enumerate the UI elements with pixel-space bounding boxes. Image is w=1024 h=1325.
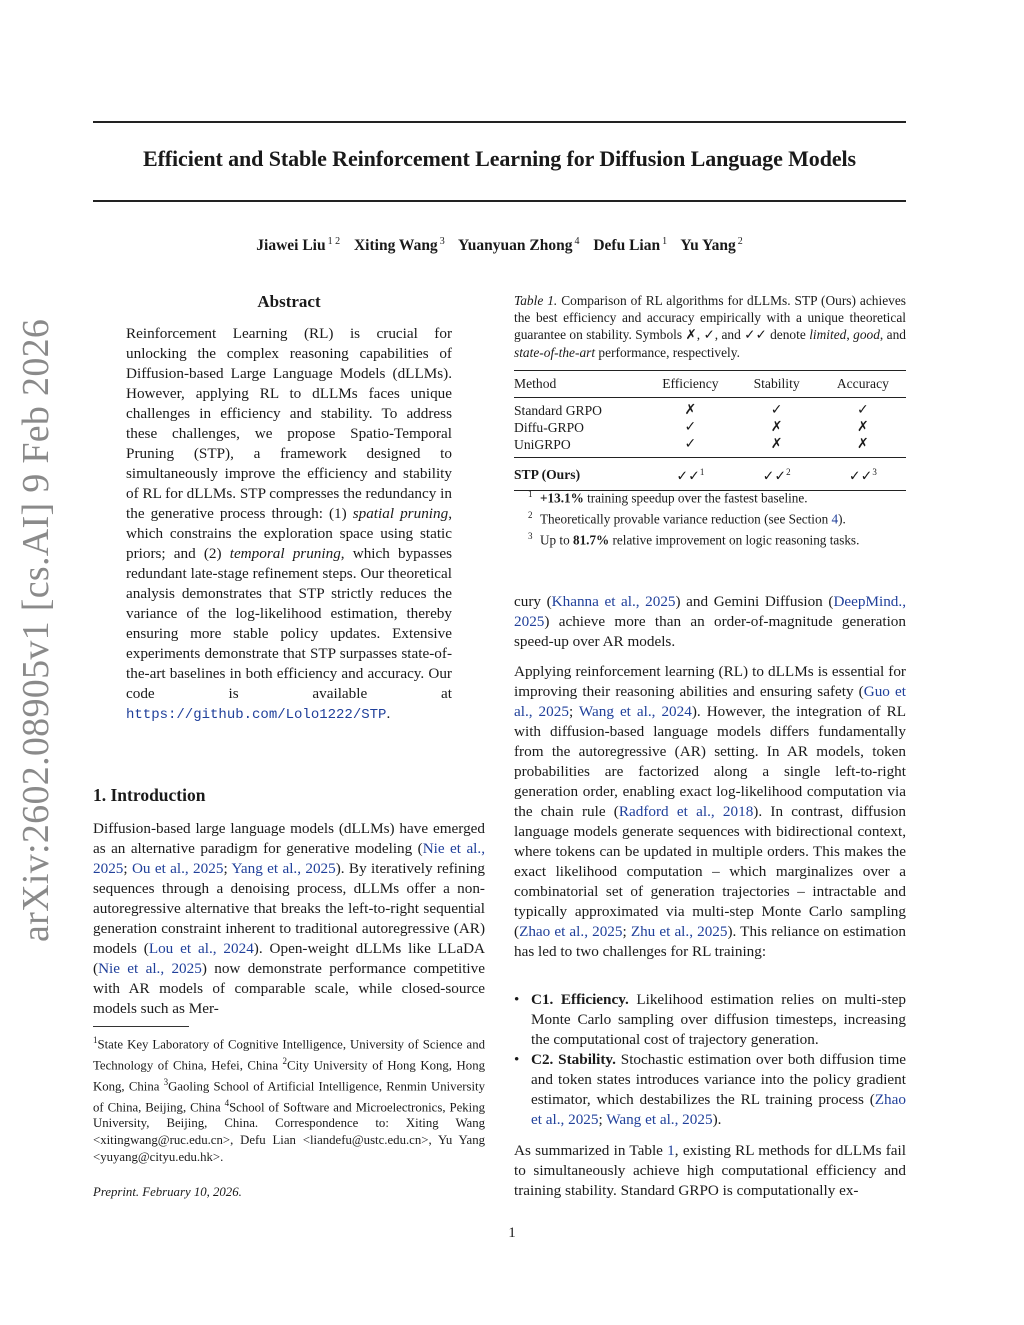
citation-link[interactable]: Zhao et al., 2025	[519, 923, 623, 940]
paper-title: Efficient and Stable Reinforcement Learning for Diffusion Language Models	[143, 146, 856, 171]
accuracy-cell: ✗	[857, 419, 869, 435]
section-ref-link[interactable]: 4	[831, 511, 839, 527]
citation-link[interactable]: Wang et al., 2024	[578, 703, 692, 720]
code-link[interactable]: https://github.com/Lolo1222/STP	[126, 707, 387, 723]
citation-link[interactable]: DeepMind., 2025	[514, 593, 906, 630]
intro-paragraph: Diffusion-based large language models (dLLMs) have emerged as an alternative paradigm for generative modeling (Nie et al., 2025; Ou et al., 2025; Yang et al., 2025). By iteratively refining sequences through a denoising process, dLLMs offer a non-autoregressive alternative that breaks the left-to-right sequential generation constraint inherent to traditional autoregressive (AR) models (Lou et al., 2024). Open-weight dLLMs like LLaDA (Nie et al., 2025) now demonstrate performance competitive with AR models of comparable scale, while closed-source models such as Mer-	[93, 820, 486, 1017]
column-header: Method	[514, 371, 647, 398]
bullet-icon: •	[514, 1051, 520, 1068]
column-header: Accuracy	[820, 371, 906, 398]
affiliation-footnote: $^1$State Key Laboratory of Cognitive Intelligence, University of Science and Technology of China, Hefei, China $^2$City University of Hong Kong, Hong Kong, China $^3$Gaoling School of Artificial Intelligence, Renmin University of China, Beijing, China $^4$School of Software and Microelectronics, Peking University, Beijing, China. Correspondence to: Xiting Wang <xitingwang@ruc.edu.cn>, Defu Lian <liandefu@ustc.edu.cn>, Yu Yang <yuyang@cityu.edu.hk>.	[93, 1035, 486, 1164]
citation-link[interactable]: Radford et al., 2018	[618, 803, 754, 820]
accuracy-cell: ✓✓$^3$	[820, 458, 906, 491]
column-header: Efficiency	[647, 371, 733, 398]
stability-cell: ✓	[770, 402, 783, 418]
abstract-heading: Abstract	[257, 292, 321, 311]
arxiv-identifier-stamp: arXiv:2602.08905v1 [cs.AI] 9 Feb 2026	[15, 318, 57, 942]
section-heading-introduction: 1. Introduction	[93, 785, 206, 805]
footnote-divider	[93, 1026, 189, 1027]
title-rule-top	[93, 121, 906, 123]
column-header: Stability	[734, 371, 820, 398]
table-caption: Table 1. Comparison of RL algorithms for dLLMs. STP (Ours) achieves the best efficiency and accuracy empirically with a unique theoretical guarantee on stability. Symbols ✗, ✓, and ✓✓ denote limited, good, and state-of-the-art performance, respectively.	[514, 293, 906, 360]
method-cell: Diffu-GRPO	[514, 420, 584, 435]
efficiency-cell: ✓✓$^1$	[647, 458, 733, 491]
citation-link[interactable]: Khanna et al., 2025	[551, 593, 676, 610]
bullet-icon: •	[514, 991, 520, 1008]
list-item: • C2. Stability. Stochastic estimation over both diffusion time and token states introduces variance into the policy gradient estimator, which destabilizes the RL training process (Zhao et al., 2025; Wang et al., 2025).	[514, 1051, 906, 1128]
citation-link[interactable]: Nie et al., 2025	[98, 960, 202, 977]
author: Jiawei Liu $^{1 2}$	[256, 236, 341, 255]
method-cell: STP (Ours)	[514, 458, 647, 491]
citation-link[interactable]: Zhao et al., 2025	[531, 1091, 906, 1128]
table-ref-link[interactable]: 1	[667, 1142, 675, 1159]
citation-link[interactable]: Zhu et al., 2025	[630, 923, 728, 940]
challenge-list	[514, 990, 906, 1130]
table-notes	[526, 486, 906, 549]
table-note: $^2$ Theoretically provable variance reduction (see Section 4).	[528, 509, 846, 527]
stability-cell: ✓✓$^2$	[734, 458, 820, 491]
preprint-note: Preprint. February 10, 2026.	[93, 1185, 242, 1199]
page-number: 1	[508, 1225, 516, 1241]
citation-link[interactable]: Nie et al., 2025	[93, 840, 485, 877]
abstract-body: Reinforcement Learning (RL) is crucial for unlocking the complex reasoning capabilities of Diffusion-based Large Language Models (dLLMs). However, applying RL to dLLMs faces unique challenges in efficiency and stability. To address these challenges, we propose Spatio-Temporal Pruning (STP), a framework designed to simultaneously improve the efficiency and stability of RL for dLLMs. STP compresses the redundancy in the generative process through: (1) spatial pruning, which constrains the exploration space using static priors; and (2) temporal pruning, which bypasses redundant late-stage refinement steps. Our theoretical analysis demonstrates that STP strictly reduces the variance of the log-likelihood estimation, thereby ensuring more stable policy updates. Extensive experiments demonstrate that STP surpasses state-of-the-art baselines in both efficiency and accuracy. Our code is available at https://github.com/Lolo1222/STP.	[126, 325, 452, 723]
efficiency-cell: ✓	[684, 419, 697, 435]
table-note: $^1$ +13.1% training speedup over the fastest baseline.	[528, 489, 808, 506]
comparison-table	[514, 370, 906, 491]
method-cell: Standard GRPO	[514, 403, 602, 418]
stability-cell: ✗	[770, 419, 783, 435]
citation-link[interactable]: Lou et al., 2024	[148, 940, 254, 957]
list-item: • C1. Efficiency. Likelihood estimation relies on multi-step Monte Carlo sampling over diffusion timesteps, increasing the computational cost of trajectory generation.	[514, 991, 906, 1048]
author: Defu Lian $^1$	[593, 236, 668, 255]
body-paragraph: As summarized in Table 1, existing RL methods for dLLMs fail to simultaneously achieve high computational efficiency and training stability. Standard GRPO is computationally ex-	[514, 1142, 906, 1199]
method-cell: UniGRPO	[514, 436, 647, 458]
table-row	[514, 419, 906, 436]
efficiency-cell: ✗	[684, 402, 697, 418]
stability-cell: ✗	[734, 436, 820, 458]
table-note: $^3$ Up to 81.7% relative improvement on logic reasoning tasks.	[528, 530, 860, 548]
author-list	[93, 236, 906, 255]
accuracy-cell: ✓	[857, 402, 869, 418]
efficiency-cell: ✓	[647, 436, 733, 458]
accuracy-cell: ✗	[820, 436, 906, 458]
table-header-row	[514, 371, 906, 398]
citation-link[interactable]: Guo et al., 2025	[514, 683, 906, 720]
citation-link[interactable]: Wang et al., 2025	[606, 1111, 713, 1128]
table-row	[514, 436, 906, 458]
body-paragraph: Applying reinforcement learning (RL) to dLLMs is essential for improving their reasoning abilities and ensuring safety (Guo et al., 2025; Wang et al., 2024). However, the integration of RL with diffusion-based language models differs fundamentally from the autoregressive (AR) setting. In AR models, token probabilities are factorized along a single left-to-right generation order, enabling exact log-likelihood computation via the chain rule (Radford et al., 2018). In contrast, diffusion language models generate sequences with bidirectional context, where tokens can be updated in multiple orders. This makes the exact likelihood computation – which marginalizes over a combinatorial set of generation trajectories – intractable and typically approximated via multi-step Monte Carlo sampling (Zhao et al., 2025; Zhu et al., 2025). This reliance on estimation has led to two challenges for RL training:	[514, 663, 906, 960]
author: Yu Yang $^2$	[680, 236, 743, 255]
author: Yuanyuan Zhong $^4$	[458, 236, 580, 255]
body-paragraph: cury (Khanna et al., 2025) and Gemini Diffusion (DeepMind., 2025) achieve more than an order-of-magnitude generation speed-up over AR models.	[514, 593, 906, 650]
citation-link[interactable]: Yang et al., 2025	[231, 860, 336, 877]
citation-link[interactable]: Ou et al., 2025	[131, 860, 224, 877]
table-row	[514, 398, 906, 420]
title-rule-bottom	[93, 200, 906, 202]
author: Xiting Wang $^3$	[353, 236, 445, 255]
